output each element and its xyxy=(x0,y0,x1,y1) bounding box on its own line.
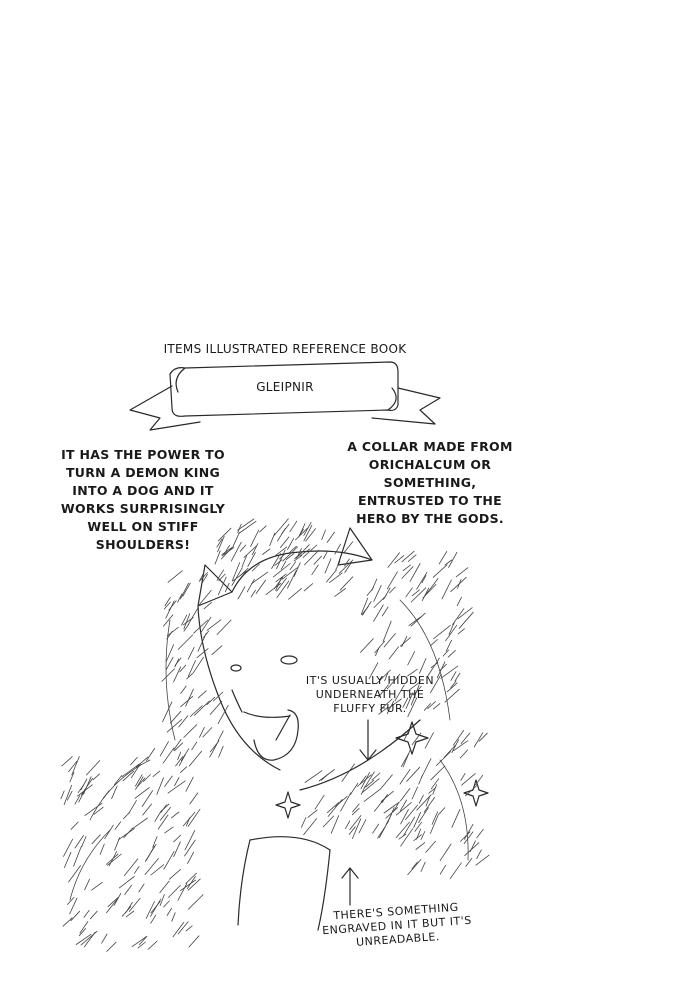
fur-stroke xyxy=(138,942,146,948)
fur-stroke xyxy=(210,741,219,752)
fur-stroke xyxy=(364,790,379,802)
fur-stroke xyxy=(340,577,353,590)
fur-stroke xyxy=(345,559,350,566)
fur-stroke xyxy=(403,749,411,767)
fur-stroke xyxy=(342,764,355,782)
fur-stroke xyxy=(315,795,324,809)
left-note: IT HAS THE POWER TO TURN A DEMON KING INTO A DOG AND IT WORKS SURPRISINGLY WELL ON STIFF SHOULDERS! xyxy=(60,447,226,552)
fur-stroke xyxy=(466,858,472,866)
fur-stroke xyxy=(102,934,108,943)
fur-stroke xyxy=(190,706,202,717)
fur-stroke xyxy=(164,901,170,907)
fur-stroke xyxy=(188,647,194,659)
fur-stroke xyxy=(416,843,425,850)
fur-stroke xyxy=(455,673,460,681)
fur-stroke xyxy=(295,528,308,540)
fur-stroke xyxy=(174,835,181,842)
fur-stroke xyxy=(131,757,138,765)
fur-stroke xyxy=(247,579,254,592)
fur-stroke xyxy=(403,565,411,571)
fur-stroke xyxy=(274,519,288,536)
fur-stroke xyxy=(428,658,439,675)
fur-stroke xyxy=(63,918,72,926)
fur-stroke xyxy=(126,911,134,917)
fur-stroke xyxy=(380,775,393,790)
fur-stroke xyxy=(327,570,337,582)
fur-stroke xyxy=(328,800,342,817)
fur-stroke xyxy=(82,837,86,847)
fur-stroke xyxy=(401,789,410,801)
fur-stroke xyxy=(198,633,206,651)
fur-stroke xyxy=(146,846,154,860)
fur-stroke xyxy=(263,549,270,555)
fur-stroke xyxy=(408,860,421,875)
fur-stroke xyxy=(143,804,152,815)
fur-stroke xyxy=(160,742,168,757)
fur-stroke xyxy=(71,822,78,829)
fur-stroke xyxy=(188,852,194,864)
fur-stroke xyxy=(64,852,71,867)
fur-stroke xyxy=(420,658,427,673)
fur-stroke xyxy=(433,565,447,578)
fur-stroke xyxy=(86,761,99,775)
fur-stroke xyxy=(225,583,229,591)
fur-stroke xyxy=(186,777,193,791)
fur-stroke xyxy=(457,597,461,606)
fur-stroke xyxy=(445,689,459,702)
fur-stroke xyxy=(100,844,104,854)
fur-stroke xyxy=(167,908,172,915)
fur-stroke xyxy=(103,791,109,799)
fur-stroke xyxy=(219,574,225,581)
fur-stroke xyxy=(373,824,379,833)
fur-stroke xyxy=(169,885,181,897)
fur-stroke xyxy=(124,859,137,876)
fur-stroke xyxy=(456,568,468,577)
fur-stroke xyxy=(425,578,438,595)
fur-stroke xyxy=(105,825,114,839)
fur-stroke xyxy=(406,805,418,820)
fur-stroke xyxy=(184,725,197,738)
fur-stroke xyxy=(186,689,194,706)
fur-stroke xyxy=(217,620,231,635)
fur-stroke xyxy=(189,936,199,947)
fur-stroke xyxy=(466,785,478,796)
fur-stroke xyxy=(451,577,467,591)
fur-stroke xyxy=(115,822,121,830)
fur-stroke xyxy=(323,551,327,559)
fur-stroke xyxy=(353,804,360,812)
item-name: GLEIPNIR xyxy=(256,380,314,394)
fur-stroke xyxy=(186,873,197,883)
fur-stroke xyxy=(431,779,438,789)
fur-stroke xyxy=(336,562,340,570)
fur-stroke xyxy=(322,530,326,540)
fur-stroke xyxy=(460,750,468,758)
fur-stroke xyxy=(145,858,158,874)
fur-stroke xyxy=(183,583,191,596)
fur-stroke xyxy=(134,867,139,874)
fur-stroke xyxy=(327,532,334,542)
fur-stroke xyxy=(417,795,432,811)
fur-stroke xyxy=(175,659,179,667)
fur-stroke xyxy=(379,821,388,838)
fur-stroke xyxy=(410,564,420,582)
fur-stroke xyxy=(281,561,286,569)
fur-stroke xyxy=(64,839,73,856)
fur-stroke xyxy=(181,767,187,773)
fur-stroke xyxy=(424,797,435,812)
fur-stroke xyxy=(163,615,173,627)
fur-stroke xyxy=(289,588,302,599)
fur-stroke xyxy=(375,641,385,653)
fur-stroke xyxy=(174,842,181,857)
fur-stroke xyxy=(401,753,408,766)
fur-stroke xyxy=(401,829,413,846)
fur-stroke xyxy=(188,609,198,625)
fur-stroke xyxy=(419,808,429,823)
fur-stroke xyxy=(193,657,203,673)
fur-stroke xyxy=(406,588,413,597)
fur-stroke xyxy=(402,551,414,562)
fur-stroke xyxy=(477,850,482,859)
fur-stroke xyxy=(476,775,483,785)
fur-stroke xyxy=(172,913,175,922)
fur-stroke xyxy=(161,805,166,813)
fur-stroke xyxy=(430,640,437,646)
fur-stroke xyxy=(374,605,384,621)
fur-stroke xyxy=(439,552,447,564)
fur-stroke xyxy=(175,778,180,786)
fur-stroke xyxy=(374,585,382,601)
fur-stroke xyxy=(459,612,473,628)
fur-stroke xyxy=(185,830,195,850)
fur-stroke xyxy=(389,647,399,659)
fur-stroke xyxy=(169,869,180,879)
fur-stroke xyxy=(350,783,358,794)
fur-stroke xyxy=(444,745,455,757)
fur-stroke xyxy=(330,573,343,583)
fur-stroke xyxy=(290,562,296,570)
fur-stroke xyxy=(160,895,164,906)
fur-stroke xyxy=(107,898,119,913)
fur-stroke xyxy=(383,621,391,641)
fur-stroke xyxy=(132,936,147,947)
fur-stroke xyxy=(166,601,174,618)
fur-stroke xyxy=(440,844,451,861)
fur-stroke xyxy=(75,796,80,804)
fur-stroke xyxy=(85,879,90,890)
book-title: ITEMS ILLUSTRATED REFERENCE BOOK xyxy=(163,342,407,356)
fur-stroke xyxy=(451,672,456,681)
fur-stroke xyxy=(238,587,245,599)
engraving-note: THERE'S SOMETHING ENGRAVED IN IT BUT IT'S UNREADABLE. xyxy=(321,900,473,949)
fur-stroke xyxy=(108,897,119,906)
fur-stroke xyxy=(180,665,186,672)
fur-stroke xyxy=(325,559,331,573)
fur-stroke xyxy=(81,931,97,945)
fur-stroke xyxy=(165,827,173,833)
fur-stroke xyxy=(431,766,445,780)
fur-stroke xyxy=(135,788,149,799)
fur-stroke xyxy=(92,882,103,890)
fur-stroke xyxy=(280,537,289,548)
fur-stroke xyxy=(312,565,319,575)
fur-stroke xyxy=(438,808,445,815)
fur-stroke xyxy=(106,854,118,864)
fur-stroke xyxy=(148,941,157,949)
ribbon-banner xyxy=(130,362,440,430)
fur-stroke xyxy=(151,899,161,916)
fur-stroke xyxy=(412,787,418,799)
collar-note: IT'S USUALLY HIDDEN UNDERNEATH THE FLUFFY FUR. xyxy=(305,674,435,715)
fur-stroke xyxy=(453,730,463,745)
fur-stroke xyxy=(252,572,268,584)
fur-stroke xyxy=(260,526,267,532)
fur-stroke xyxy=(440,865,445,874)
fur-stroke xyxy=(417,572,427,589)
fur-stroke xyxy=(359,820,366,834)
fur-stroke xyxy=(304,550,319,565)
fur-stroke xyxy=(301,818,306,828)
fur-stroke xyxy=(119,877,134,888)
fur-stroke xyxy=(384,802,400,813)
fur-stroke xyxy=(168,571,182,583)
fur-stroke xyxy=(147,748,155,760)
fur-stroke xyxy=(178,635,193,650)
fur-stroke xyxy=(179,716,188,727)
fur-stroke xyxy=(251,590,256,597)
fur-stroke xyxy=(474,733,483,747)
fur-stroke xyxy=(107,942,116,951)
fur-stroke xyxy=(461,773,465,780)
fur-stroke xyxy=(93,774,100,780)
fur-stroke xyxy=(448,650,455,657)
fur-stroke xyxy=(434,625,451,638)
fur-stroke xyxy=(447,683,457,692)
fur-stroke xyxy=(449,552,457,567)
fur-stroke xyxy=(400,769,410,784)
fur-stroke xyxy=(402,567,413,579)
fur-stroke xyxy=(290,521,297,532)
fur-stroke xyxy=(372,579,377,590)
fur-stroke xyxy=(165,776,173,786)
fur-stroke xyxy=(240,545,246,551)
fur-stroke xyxy=(314,556,322,564)
fur-stroke xyxy=(133,818,148,829)
fur-stroke xyxy=(207,620,221,630)
fur-stroke xyxy=(407,767,420,781)
fur-stroke xyxy=(381,791,393,801)
fur-stroke xyxy=(277,550,286,569)
fur-stroke xyxy=(165,597,170,606)
fur-stroke xyxy=(84,911,89,918)
fur-hatching xyxy=(61,519,489,952)
fur-stroke xyxy=(163,748,174,763)
fur-stroke xyxy=(213,692,223,701)
fur-stroke xyxy=(336,796,348,806)
fur-stroke xyxy=(477,829,484,838)
fur-stroke xyxy=(399,834,406,839)
fur-stroke xyxy=(461,832,471,842)
fur-stroke xyxy=(248,553,256,567)
fur-stroke xyxy=(189,751,201,766)
fur-stroke xyxy=(126,902,133,912)
fur-stroke xyxy=(331,816,339,834)
fur-stroke xyxy=(382,607,388,616)
fur-stroke xyxy=(157,778,164,795)
fur-stroke xyxy=(192,742,197,750)
fur-stroke xyxy=(425,733,433,749)
fur-stroke xyxy=(162,669,175,682)
fur-stroke xyxy=(308,810,317,818)
fur-stroke xyxy=(118,829,134,840)
fur-stroke xyxy=(419,795,423,803)
fur-stroke xyxy=(139,884,144,892)
fur-stroke xyxy=(203,728,212,737)
fur-stroke xyxy=(304,819,317,835)
fur-stroke xyxy=(190,793,198,804)
fur-stroke xyxy=(171,812,179,818)
fur-stroke xyxy=(181,686,187,694)
fur-stroke xyxy=(421,832,425,840)
fur-stroke xyxy=(124,828,133,838)
fur-stroke xyxy=(346,821,350,829)
fur-stroke xyxy=(322,775,328,781)
fur-stroke xyxy=(387,572,397,589)
fur-stroke xyxy=(436,752,450,766)
fur-stroke xyxy=(421,862,425,871)
fur-stroke xyxy=(323,816,333,827)
fur-stroke xyxy=(71,911,80,921)
fur-stroke xyxy=(62,757,73,766)
fur-stroke xyxy=(67,791,72,800)
fur-stroke xyxy=(458,629,464,634)
fur-stroke xyxy=(188,895,203,910)
fur-stroke xyxy=(210,701,222,714)
fur-stroke xyxy=(421,759,431,779)
fur-stroke xyxy=(178,752,181,760)
fur-stroke xyxy=(129,801,137,814)
fur-stroke xyxy=(288,538,294,549)
fur-stroke xyxy=(90,911,97,919)
fur-stroke xyxy=(446,640,451,651)
fur-stroke xyxy=(426,841,436,852)
fur-stroke xyxy=(412,862,417,869)
fur-stroke xyxy=(186,926,192,931)
fur-stroke xyxy=(198,691,206,698)
fur-stroke xyxy=(164,851,174,869)
fur-stroke xyxy=(178,594,182,603)
fur-stroke xyxy=(430,815,438,833)
fur-stroke xyxy=(180,583,188,599)
fur-stroke xyxy=(181,696,193,706)
fur-stroke xyxy=(151,865,164,875)
fur-stroke xyxy=(452,740,459,753)
fur-stroke xyxy=(244,546,257,558)
fur-stroke xyxy=(341,793,351,812)
fur-stroke xyxy=(218,731,223,741)
fur-stroke xyxy=(382,794,387,802)
fur-stroke xyxy=(452,809,460,827)
fur-stroke xyxy=(151,915,156,923)
fur-stroke xyxy=(401,809,409,824)
fur-stroke xyxy=(115,838,120,850)
fur-stroke xyxy=(403,817,414,836)
fur-stroke xyxy=(270,533,275,545)
fur-stroke xyxy=(125,885,132,894)
fur-stroke xyxy=(442,580,451,599)
fur-stroke xyxy=(384,588,391,599)
fur-stroke xyxy=(361,639,374,653)
fur-stroke xyxy=(219,746,224,757)
fur-stroke xyxy=(80,922,88,934)
fur-stroke xyxy=(69,866,81,882)
fur-stroke xyxy=(458,608,472,619)
fur-stroke xyxy=(74,847,82,867)
fur-stroke xyxy=(195,701,210,715)
fur-stroke xyxy=(450,863,461,879)
fur-stroke xyxy=(288,570,297,588)
fur-stroke xyxy=(304,584,313,591)
fur-stroke xyxy=(212,646,222,655)
fur-stroke xyxy=(408,652,415,666)
fur-stroke xyxy=(153,771,160,777)
fur-stroke xyxy=(61,791,64,799)
fur-stroke xyxy=(256,580,265,593)
fur-stroke xyxy=(160,881,169,893)
right-note: A COLLAR MADE FROM ORICHALCUM OR SOMETHING, ENTRUSTED TO THE HERO BY THE GODS. xyxy=(347,439,513,526)
